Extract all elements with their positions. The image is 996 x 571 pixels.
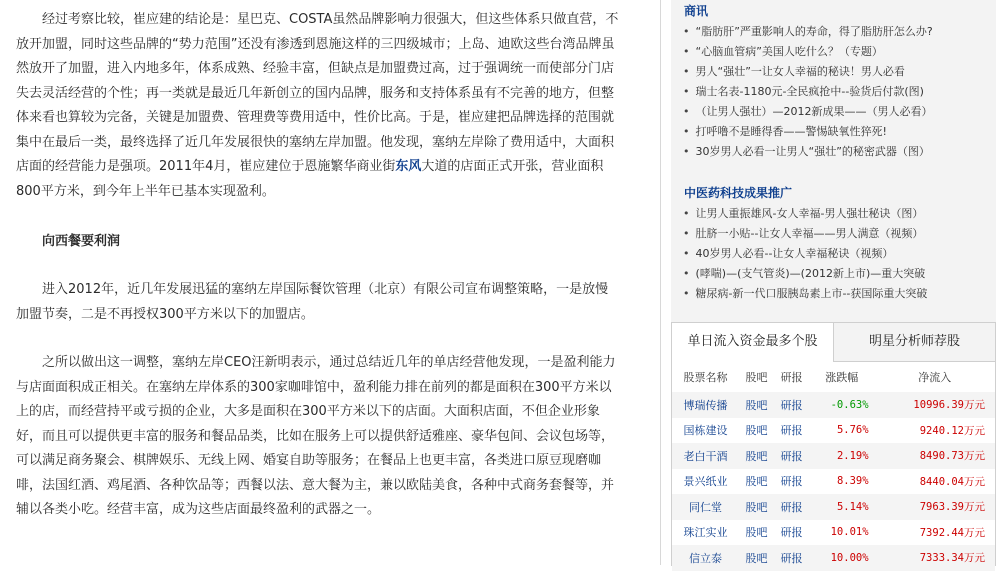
bullet-icon: • xyxy=(683,145,690,158)
news-link[interactable]: 糖尿病-新一代口服胰岛素上市--获国际重大突破 xyxy=(695,287,928,300)
tab-analyst-picks[interactable]: 明星分析师荐股 xyxy=(868,334,960,349)
stock-change: 5.14% xyxy=(809,494,875,520)
stock-name-link[interactable]: 信立泰 xyxy=(689,551,723,565)
stock-name-link[interactable]: 国栋建设 xyxy=(683,424,728,438)
list-item xyxy=(683,42,996,62)
stock-report-link[interactable]: 研报 xyxy=(780,500,803,514)
stock-inflow: 10996.39万元 xyxy=(875,392,995,418)
bullet-icon: • xyxy=(683,25,690,38)
table-row xyxy=(672,545,995,571)
stock-change: -0.63% xyxy=(809,392,875,418)
list-item xyxy=(683,244,996,264)
news-link[interactable]: 打呼噜不是睡得香——警惕缺氧性猝死! xyxy=(695,125,887,138)
table-row xyxy=(672,392,995,418)
stock-bar-link[interactable]: 股吧 xyxy=(745,449,768,463)
stock-bar-link[interactable]: 股吧 xyxy=(745,500,768,514)
stock-change: 8.39% xyxy=(836,475,869,488)
stock-panel xyxy=(671,322,996,566)
list-item xyxy=(683,264,996,284)
stock-change: 10.01% xyxy=(830,526,869,539)
bullet-icon: • xyxy=(683,247,690,260)
keyword-link[interactable]: 东风 xyxy=(395,159,422,174)
article-text: 经过考察比较，崔应建的结论是：星巴克、COSTA虽然品牌影响力很强大，但这些体系只做直营，不放开加盟，同时这些品牌的“势力范围”还没有渗透到恩施这样的三四级城市；上岛、迪欧这些台湾品牌虽然放开了加盟，进入内地多年，体系成熟、经验丰富，但缺点是加盟费过高，过于强调统一而使部分门店失去灵活经营的个性；再一类就是最近几年新创立的国内品牌，服务和支持体系虽有不完善的地方，但整体来看也算较为完备，关键是加盟费、管理费等费用适中，性价比高。于是，崔应建把品牌选择的范围就集中在最后一类，最终选择了近几年发展很快的塞纳左岸加盟。他发现，塞纳左岸除了费用适中，大面积店面的经营能力是强项。2011年4月，崔应建位于恩施繁华商业街 xyxy=(16,12,619,174)
stock-change: 5.76% xyxy=(836,424,869,437)
stock-change: 10.00% xyxy=(809,545,875,571)
stock-inflow: 9240.12万元 xyxy=(919,424,985,437)
stock-inflow: 8440.04万元 xyxy=(919,475,985,488)
news-link[interactable]: 30岁男人必看一让男人“强壮”的秘密武器（图） xyxy=(695,145,930,158)
stock-report-link[interactable]: 研报 xyxy=(780,475,803,489)
news-link[interactable]: “脂肪肝”严重影响人的寿命，得了脂肪肝怎么办? xyxy=(695,25,933,38)
news-link[interactable]: 让男人重振雄风-女人幸福-男人强壮秘诀（图） xyxy=(695,207,924,220)
bullet-icon: • xyxy=(683,105,690,118)
stock-name-link[interactable]: 珠江实业 xyxy=(683,526,728,540)
sidebar xyxy=(671,0,996,565)
article-paragraph-3: 之所以做出这一调整，塞纳左岸CEO汪新明表示，通过总结近几年的单店经营他发现，一是盈利能力与店面面积成正相关。在塞纳左岸体系的300家咖啡馆中，盈利能力排在前列的都是面积在300平方米以上的店，而经营持平或亏损的企业，大多是面积在300平方米以下的店面。大面积店面，不但企业形象好，而且可以提供更丰富的服务和餐品品类，比如在服务上可以提供舒适雅座、豪华包间、会议包场等，可以满足商务聚会、棋牌娱乐、无线上网、婚宴自助等服务；在餐品上也更丰富，各类进口原豆现磨咖啡，法国红酒、鸡尾酒、各种饮品等；西餐以法、意大餐为主，兼以欧陆美食，各种中式商务套餐等，并辅以各类小吃。经营丰富，成为这些店面最终盈利的武器之一。 xyxy=(16,355,616,517)
news-title: 商讯 xyxy=(684,4,709,18)
stock-name-link[interactable]: 博瑞传播 xyxy=(683,398,728,412)
tcm-box xyxy=(671,182,996,304)
news-link[interactable]: 40岁男人必看--让女人幸福秘诀（视频） xyxy=(695,247,894,260)
col-header-name: 股票名称 xyxy=(683,371,728,384)
article-subheading: 向西餐要利润 xyxy=(42,234,121,249)
list-item xyxy=(683,122,996,142)
news-box xyxy=(671,0,996,162)
news-link[interactable]: 肚脐一小贴--让女人幸福——男人满意（视频） xyxy=(695,227,924,240)
news-link[interactable]: （让男人强壮）—2012新成果——（男人必看） xyxy=(695,105,933,118)
bullet-icon: • xyxy=(683,207,690,220)
stock-bar-link[interactable]: 股吧 xyxy=(745,424,768,438)
bullet-icon: • xyxy=(683,45,690,58)
stock-bar-link[interactable]: 股吧 xyxy=(745,475,768,489)
list-item xyxy=(683,284,996,304)
stock-name-link[interactable]: 同仁堂 xyxy=(689,500,723,514)
stock-change: 2.19% xyxy=(809,443,875,469)
col-header-inflow: 净流入 xyxy=(918,371,952,384)
stock-bar-link[interactable]: 股吧 xyxy=(745,398,768,412)
stock-report-link[interactable]: 研报 xyxy=(780,551,803,565)
stock-bar-link[interactable]: 股吧 xyxy=(745,551,768,565)
tcm-title: 中医药科技成果推广 xyxy=(684,186,793,200)
list-item xyxy=(683,22,996,42)
article-paragraph-2: 进入2012年，近几年发展迅猛的塞纳左岸国际餐饮管理（北京）有限公司宣布调整策略，一是放慢加盟节奏，二是不再授权300平方米以下的加盟店。 xyxy=(16,282,609,322)
list-item xyxy=(683,142,996,162)
bullet-icon: • xyxy=(683,65,690,78)
stock-inflow: 7392.44万元 xyxy=(919,526,985,539)
table-row xyxy=(672,469,995,495)
news-link[interactable]: (哮喘)—(支气管炎)—(2012新上市)—重大突破 xyxy=(695,267,926,280)
stock-report-link[interactable]: 研报 xyxy=(780,449,803,463)
stock-inflow: 7333.34万元 xyxy=(875,545,995,571)
stock-bar-link[interactable]: 股吧 xyxy=(745,526,768,540)
column-divider xyxy=(660,0,661,565)
list-item xyxy=(683,102,996,122)
stock-table-body xyxy=(672,392,995,571)
col-header-change: 涨跌幅 xyxy=(825,371,859,384)
article-body xyxy=(16,8,620,523)
stock-report-link[interactable]: 研报 xyxy=(780,526,803,540)
table-row xyxy=(672,520,995,546)
col-header-bar: 股吧 xyxy=(745,371,768,384)
news-link[interactable]: 男人“强壮”一让女人幸福的秘诀！男人必看 xyxy=(695,65,905,78)
stock-name-link[interactable]: 景兴纸业 xyxy=(683,475,728,489)
bullet-icon: • xyxy=(683,125,690,138)
list-item xyxy=(683,224,996,244)
table-row xyxy=(672,494,995,520)
stock-name-link[interactable]: 老白干酒 xyxy=(683,449,728,463)
table-row xyxy=(672,418,995,444)
tab-top-inflow[interactable]: 单日流入资金最多个股 xyxy=(672,323,834,362)
tcm-list xyxy=(671,204,996,304)
news-link[interactable]: “心脑血管病”美国人吃什么？（专题） xyxy=(695,45,883,58)
list-item xyxy=(683,62,996,82)
news-link[interactable]: 瑞士名表-1180元-全民疯抢中--验货后付款(图) xyxy=(695,85,924,98)
bullet-icon: • xyxy=(683,227,690,240)
stock-report-link[interactable]: 研报 xyxy=(780,424,803,438)
list-item xyxy=(683,82,996,102)
bullet-icon: • xyxy=(683,287,690,300)
table-row xyxy=(672,443,995,469)
stock-inflow: 7963.39万元 xyxy=(875,494,995,520)
article-text: 大道的店面正式开张，营业面积800平方米，到今年上半年已基本实现盈利。 xyxy=(16,159,604,199)
bullet-icon: • xyxy=(683,267,690,280)
news-list xyxy=(671,22,996,162)
stock-report-link[interactable]: 研报 xyxy=(780,398,803,412)
col-header-report: 研报 xyxy=(780,371,803,384)
stock-inflow: 8490.73万元 xyxy=(875,443,995,469)
stock-tabs xyxy=(672,323,995,362)
list-item xyxy=(683,204,996,224)
stock-table xyxy=(672,362,995,571)
bullet-icon: • xyxy=(683,85,690,98)
article-paragraph-1 xyxy=(16,8,620,204)
